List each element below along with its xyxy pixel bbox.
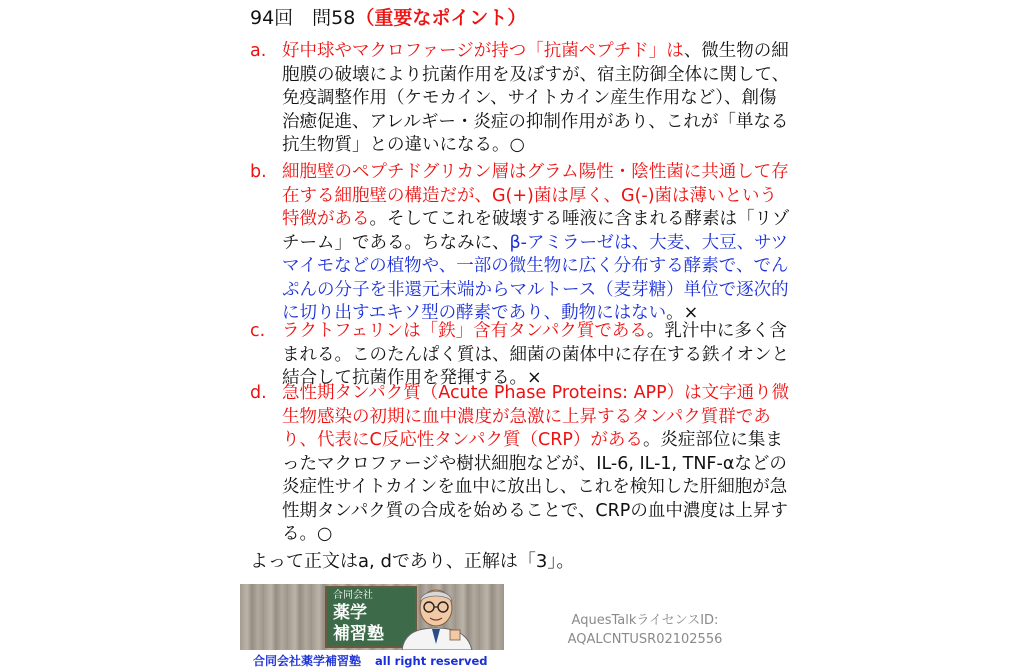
choice-c-text xyxy=(282,320,790,391)
credit-id: AQALCNTUSR02102556 xyxy=(567,632,723,647)
choice-b-text xyxy=(282,161,790,326)
choice-a xyxy=(250,40,790,158)
choice-b-explanation: 。そしてこれを破壊する唾液に含まれる酵素は「リゾチーム」である。ちなみに、 xyxy=(282,209,790,253)
choice-b xyxy=(250,161,790,326)
choice-c xyxy=(250,320,790,391)
choice-d-marker: d. xyxy=(250,383,267,403)
choice-c-key-point: ラクトフェリンは「鉄」含有タンパク質である xyxy=(282,321,647,341)
voice-license-credit xyxy=(540,611,750,649)
choice-d-explanation: 。炎症部位に集まったマクロファージや樹状細胞などが、IL-6, IL-1, TNF-αなどの炎症性サイトカインを血中に放出し、これを検知した肝細胞が急性期タンパク質の合成を始めることで、CRPの血中濃度は上昇する。○ xyxy=(282,430,788,544)
choice-c-explanation: 。乳汁中に多く含まれる。このたんぱく質は、細菌の菌体中に存在する鉄イオンと結合して抗菌作用を発揮する。× xyxy=(282,321,789,388)
choice-c-marker: c. xyxy=(250,321,266,341)
credit-label: AquesTalkライセンスID: xyxy=(571,613,719,628)
choice-b-verdict: 。× xyxy=(666,303,699,323)
banner-company-type: 合同会社 xyxy=(333,590,373,601)
copyright-footer xyxy=(253,653,488,669)
choice-a-text xyxy=(282,40,790,158)
choice-b-supplement: β-アミラーゼは、大麦、大豆、サツマイモなどの植物や、一部の微生物に広く分布する酵素で、でんぷんの分子を非還元末端からマルトース（麦芽糖）単位で逐次的に切り出すエキソ型の酵素であり、動物にはない xyxy=(282,232,789,323)
conclusion: よって正文はa, dであり、正解は「3」。 xyxy=(250,551,575,572)
choice-a-explanation: 、微生物の細胞膜の破壊により抗菌作用を及ぼすが、宿主防御全体に関して、免疫調整作用（ケモカイン、サイトカイン産生作用など）、創傷治癒促進、アレルギー・炎症の抑制作用があり、これが「単なる抗生物質」との違いになる。○ xyxy=(282,41,790,155)
choice-a-key-point: 好中球やマクロファージが持つ「抗菌ペプチド」は xyxy=(282,41,684,61)
choice-b-marker: b. xyxy=(250,162,267,182)
choice-d-text xyxy=(282,382,790,547)
question-title xyxy=(250,4,526,32)
school-banner xyxy=(240,584,504,650)
key-points-label: （重要なポイント） xyxy=(355,7,527,29)
choice-b-key-point: 細胞壁のペプチドグリカン層はグラム陽性・陰性菌に共通して存在する細胞壁の構造だが、G(+)菌は厚く、G(-)菌は薄いという特徴がある xyxy=(282,162,789,229)
banner-name-line1: 薬学 xyxy=(333,603,367,623)
footer-rights: all right reserved xyxy=(375,654,488,668)
choice-d xyxy=(250,382,790,547)
choice-a-marker: a. xyxy=(250,41,267,61)
footer-company: 合同会社薬学補習塾 xyxy=(253,654,362,668)
banner-name-line2: 補習塾 xyxy=(333,624,384,644)
question-number: 94回 問58 xyxy=(250,7,356,29)
choice-d-key-point: 急性期タンパク質（Acute Phase Proteins: APP）は文字通り微生物感染の初期に血中濃度が急激に上昇するタンパク質群であり、代表にC反応性タンパク質（CRP）がある xyxy=(282,383,790,450)
teacher-illustration xyxy=(388,584,498,650)
